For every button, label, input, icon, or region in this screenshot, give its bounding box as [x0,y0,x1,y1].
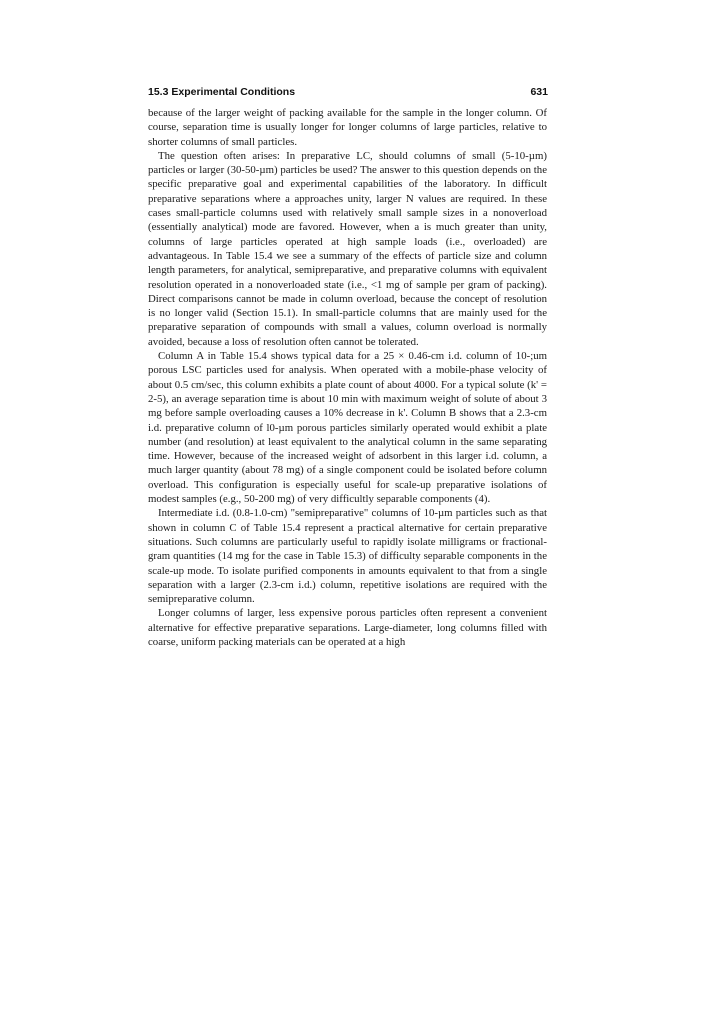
paragraph-5: Longer columns of larger, less expensive porous particles often represent a convenient alternative for effective preparative separations. Large-diameter, long columns filled with coarse, uniform packing materials can be operated at a high [148,607,547,648]
paragraph-4: Intermediate i.d. (0.8-1.0-cm) "semipreparative" columns of 10-µm particles such as that shown in column C of Table 15.4 represent a practical alternative for certain preparative situations. Such columns are particularly useful to rapidly isolate milligrams or fractional-gram quantities (14 mg for the case in Table 15.3) of difficulty separable components in the scale-up mode. To isolate purified components in amounts equivalent to that from a single separation with a larger (2.3-cm i.d.) column, repetitive isolations are required with the semipreparative column. [148,507,547,606]
paragraph-1: because of the larger weight of packing available for the sample in the longer column. Of course, separation time is usually longer for longer columns of large particles, relative to shorter columns of small particles. [148,107,547,148]
section-title: 15.3 Experimental Conditions [148,86,296,98]
paragraph-3: Column A in Table 15.4 shows typical data for a 25 × 0.46-cm i.d. column of 10-;um porous LSC particles used for analysis. When operated with a mobile-phase velocity of about 0.5 cm/sec, this column exhibits a plate count of about 4000. For a typical solute (k' = 2-5), an average separation time is about 10 min with maximum weight of solute of about 3 mg before sample overloading causes a 10% decrease in k'. Column B shows that a 2.3-cm i.d. preparative column of l0-µm porous particles similarly operated would exhibit a plate number (and resolution) at least equivalent to the analytical column in the same separating time. However, because of the increased weight of adsorbent in this larger i.d. column, a much larger quantity (about 78 mg) of a single component could be isolated before column overload. This configuration is especially useful for scale-up preparative isolations of modest samples (e.g., 50-200 mg) of very difficultly separable components (4). [148,350,547,506]
body-text [148,106,547,649]
page-number: 631 [530,86,548,98]
running-header [148,86,548,102]
paragraph-2: The question often arises: In preparative LC, should columns of small (5-10-µm) particles or larger (30-50-µm) particles be used? The answer to this question depends on the specific preparative goal and experimental capabilities of the laboratory. In difficult preparative separations where a approaches unity, larger N values are required. In these cases small-particle columns used with relatively small sample sizes in a nonoverload (essentially analytical) mode are favored. However, when a is much greater than unity, columns of large particles operated at high sample loads (i.e., overloaded) are advantageous. In Table 15.4 we see a summary of the effects of particle size and column length parameters, for analytical, semipreparative, and preparative columns with equivalent resolution operated in a nonoverloaded state (i.e., <1 mg of sample per gram of packing). Direct comparisons cannot be made in column overload, because the concept of resolution is no longer valid (Section 15.1). In small-particle columns that are mainly used for the preparative separation of compounds with small a values, column overload is normally avoided, because a loss of resolution often cannot be tolerated. [148,149,547,348]
